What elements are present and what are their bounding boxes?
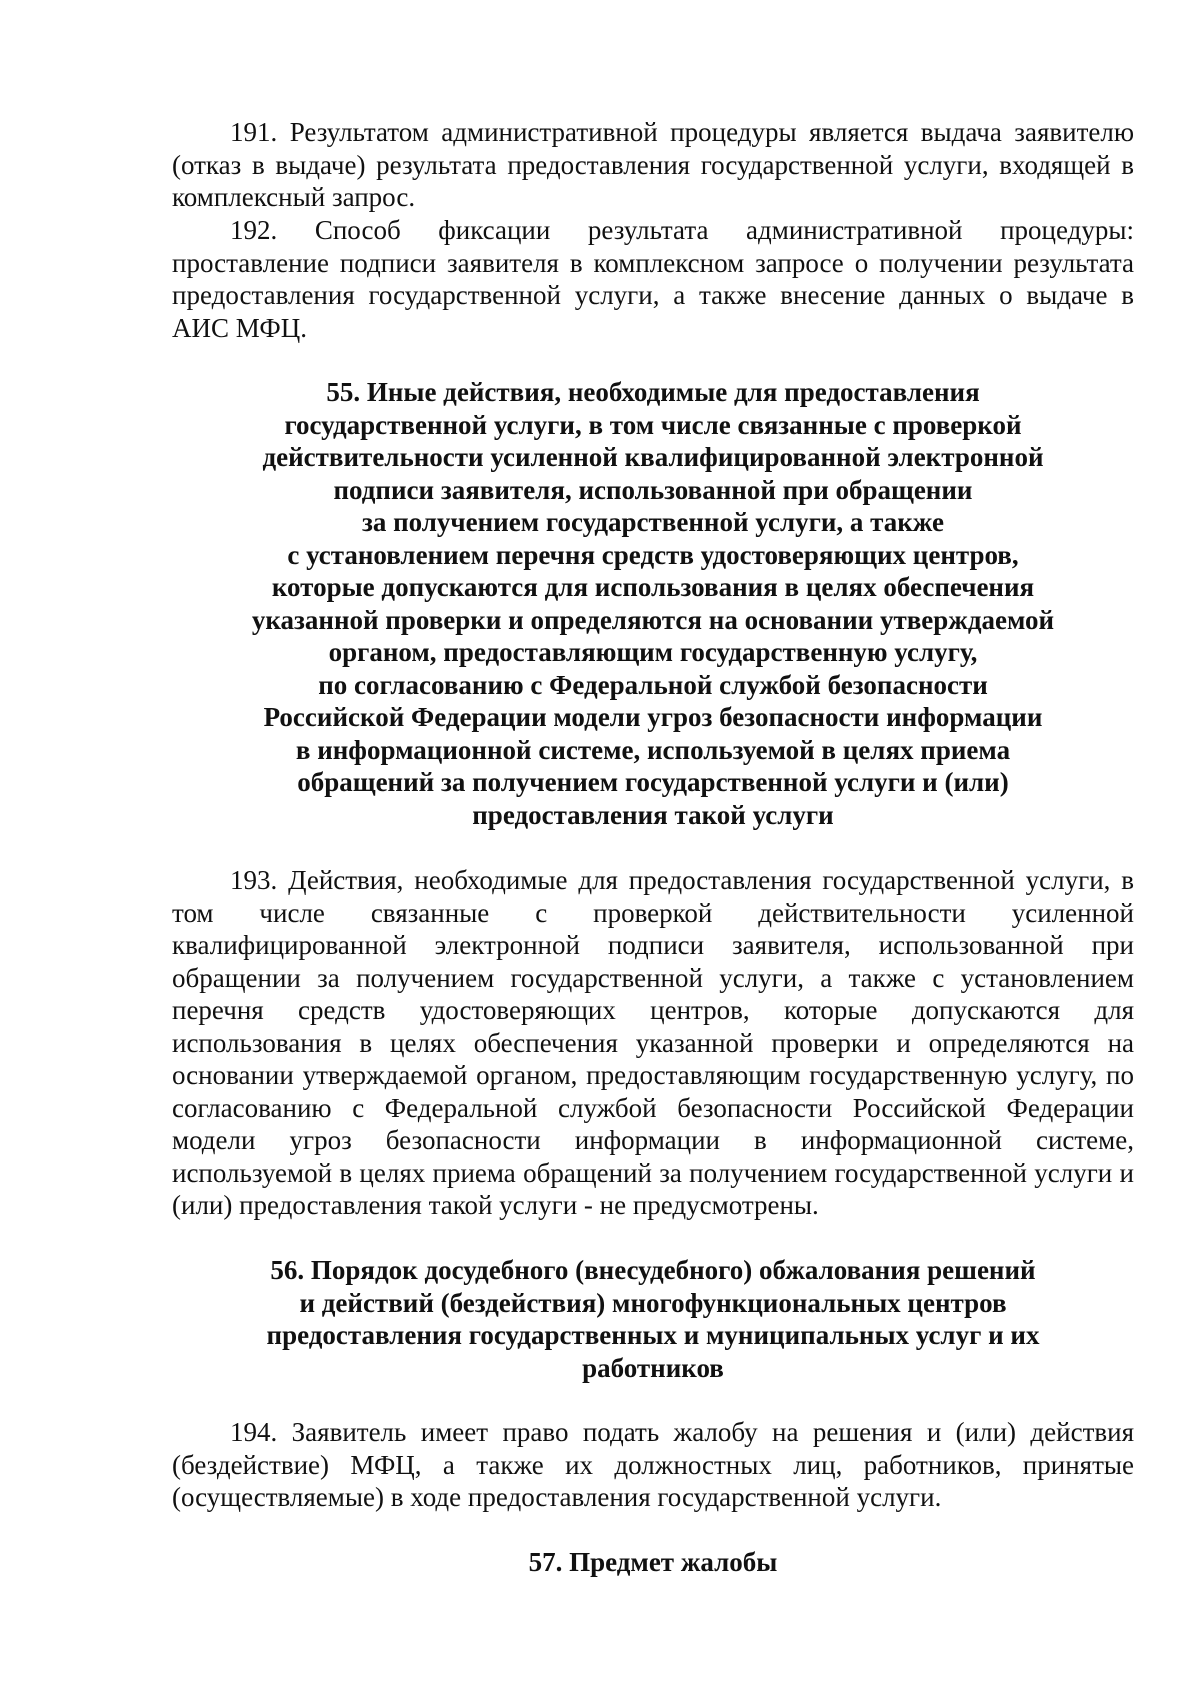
heading-line: подписи заявителя, использованной при обращении [333, 474, 973, 505]
heading-line: 56. Порядок досудебного (внесудебного) обжалования решений [270, 1255, 1036, 1285]
heading-line: 55. Иные действия, необходимые для предоставления [326, 377, 980, 407]
heading-line: с установлением перечня средств удостоверяющих центров, [287, 539, 1019, 570]
heading-line: за получением государственной услуги, а также [361, 507, 945, 537]
heading-line: указанной проверки и определяются на основании утверждаемой [251, 604, 1055, 635]
section-heading-56 [200, 1254, 1106, 1384]
paragraph-192: 192. Способ фиксации результата административной процедуры: проставление подписи заявителя в комплексном запросе о получении результата предоставления государственной услуги, а также внесение данных о выдаче в АИС МФЦ. [172, 215, 1134, 343]
heading-line: действительности усиленной квалифицированной электронной [262, 442, 1044, 472]
heading-line: предоставления такой услуги [472, 799, 834, 830]
heading-line: обращений за получением государственной услуги и (или) [297, 767, 1009, 797]
section-heading-55 [200, 376, 1106, 831]
heading-line: работников [582, 1352, 724, 1383]
paragraph-193: 193. Действия, необходимые для предоставления государственной услуги, в том числе связанные с проверкой действительности усиленной квалифицированной электронной подписи заявителя, использованной при обращении за получением государственной услуги, а также с установлением перечня средств удостоверяющих центров, которые допускаются для использования в целях обеспечения указанной проверки и определяются на основании утверждаемой органом, предоставляющим государственную услугу, по согласованию с Федеральной службой безопасности Российской Федерации модели угроз безопасности информации в информационной системе, используемой в целях приема обращений за получением государственной услуги и (или) предоставления такой услуги - не предусмотрены. [172, 865, 1134, 1220]
paragraph-194: 194. Заявитель имеет право подать жалобу на решения и (или) действия (бездействие) МФЦ, а также их должностных лиц, работников, принятые (осуществляемые) в ходе предоставления государственной услуги. [172, 1417, 1134, 1512]
heading-line: 57. Предмет жалобы [528, 1547, 778, 1577]
heading-line: в информационной системе, используемой в целях приема [295, 734, 1011, 765]
paragraph-191: 191. Результатом административной процедуры является выдача заявителю (отказ в выдаче) результата предоставления государственной услуги, входящей в комплексный запрос. [172, 117, 1134, 212]
section-heading-57 [200, 1546, 1106, 1579]
heading-line: государственной услуги, в том числе связанные с проверкой [284, 409, 1022, 440]
heading-line: Российской Федерации модели угроз безопасности информации [263, 702, 1043, 732]
heading-line: по согласованию с Федеральной службой безопасности [318, 669, 988, 700]
heading-line: и действий (бездействия) многофункциональных центров [299, 1287, 1007, 1318]
heading-line: которые допускаются для использования в целях обеспечения [271, 572, 1035, 602]
heading-line: предоставления государственных и муниципальных услуг и их [266, 1320, 1040, 1350]
heading-line: органом, предоставляющим государственную услугу, [328, 637, 978, 667]
